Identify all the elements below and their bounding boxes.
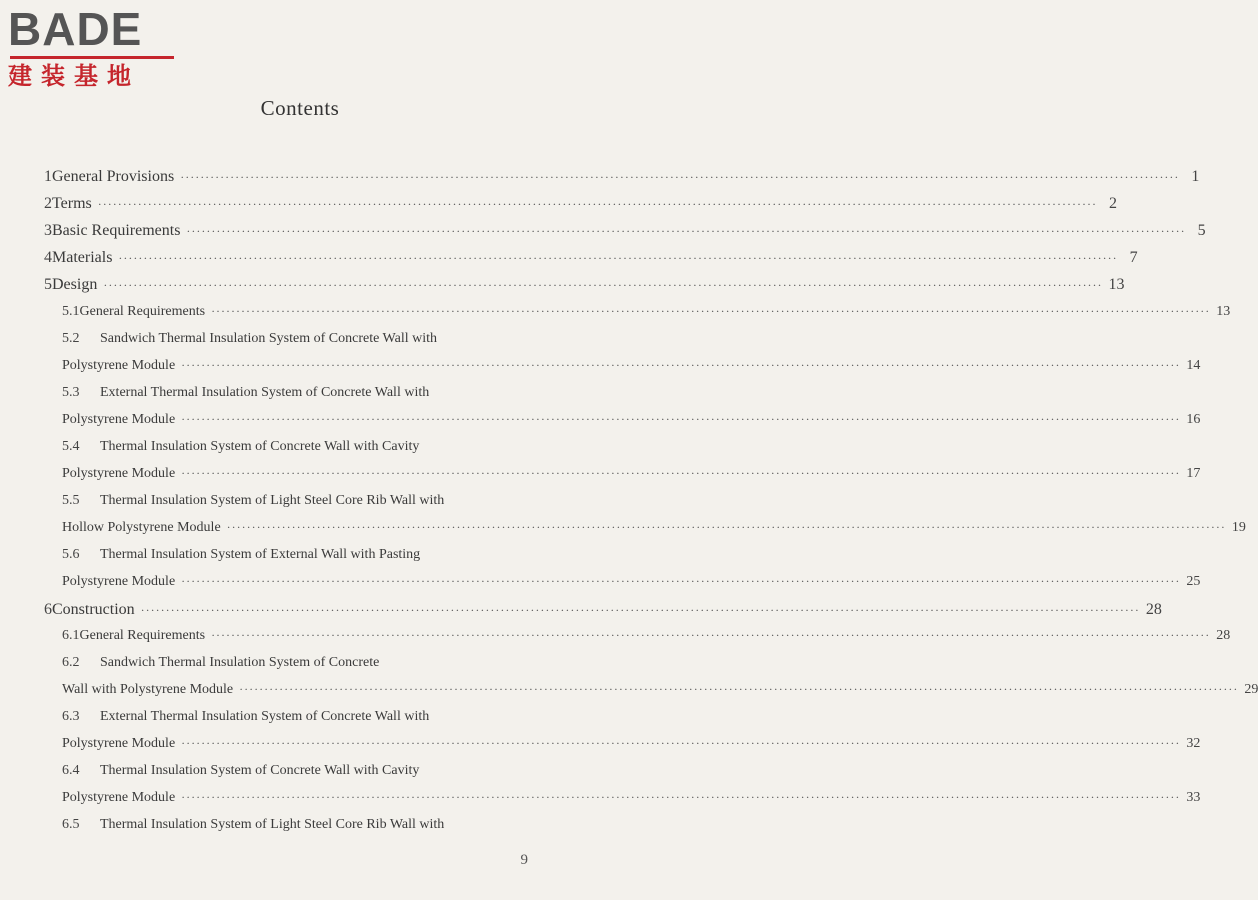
logo-brand: BADE: [8, 3, 143, 55]
toc-entry-number: 6.3: [62, 709, 80, 724]
toc-dot-leader: ········································································································································································································: [181, 574, 1181, 588]
toc-entry[interactable]: [44, 195, 1117, 217]
toc-entry-title: Thermal Insulation System of Concrete Wall with Cavity: [100, 763, 420, 778]
toc-entry[interactable]: [62, 466, 1201, 488]
toc-entry-page: 32: [1186, 736, 1201, 751]
toc-dot-leader: ········································································································································································································: [186, 224, 1186, 238]
page-number: 9: [520, 852, 528, 868]
toc-entry[interactable]: [62, 304, 1231, 326]
toc-entry-title: Polystyrene Module: [62, 790, 176, 805]
toc-dot-leader: ········································································································································································································: [140, 603, 1140, 617]
toc-dot-leader: ········································································································································································································: [181, 412, 1181, 426]
toc-dot-leader: ········································································································································································································: [181, 736, 1181, 750]
toc-entry-page: 33: [1186, 790, 1201, 805]
toc-entry-page: 17: [1186, 466, 1201, 481]
toc-dot-leader: ········································································································································································································: [226, 520, 1226, 534]
toc-entry-page: 13: [1108, 276, 1125, 293]
toc-entry-title: External Thermal Insulation System of Concrete Wall with: [100, 385, 430, 400]
toc-entry-title: Thermal Insulation System of Light Steel Core Rib Wall with: [100, 493, 445, 508]
toc-entry[interactable]: [62, 574, 1201, 596]
toc-entry-title: Polystyrene Module: [62, 736, 176, 751]
toc-entry-title: Design: [52, 276, 98, 293]
toc-entry[interactable]: [62, 331, 546, 353]
toc-entry[interactable]: [62, 439, 546, 461]
toc-entry-number: 5.2: [62, 331, 80, 346]
toc-entry-title: Polystyrene Module: [62, 574, 176, 589]
toc-entry-title: Basic Requirements: [52, 222, 181, 239]
toc-entry-page: 5: [1197, 222, 1206, 239]
page-title: Contents: [260, 96, 340, 120]
toc-entry[interactable]: [44, 276, 1125, 298]
toc-entry-number: 5: [44, 276, 52, 293]
toc-entry[interactable]: [62, 628, 1231, 650]
toc-entry-number: 5.3: [62, 385, 80, 400]
toc-entry[interactable]: [62, 412, 1201, 434]
toc-entry-number: 4: [44, 249, 52, 266]
toc-entry-number: 5.6: [62, 547, 80, 562]
toc-entry[interactable]: [62, 520, 1246, 542]
toc-dot-leader: ········································································································································································································: [181, 466, 1181, 480]
toc-entry[interactable]: [62, 547, 546, 569]
toc-entry[interactable]: [44, 168, 1200, 190]
toc-entry-number: 1: [44, 168, 52, 185]
toc-entry-title: Materials: [52, 249, 113, 266]
toc-dot-leader: ········································································································································································································: [181, 358, 1181, 372]
toc-entry-title: External Thermal Insulation System of Concrete Wall with: [100, 709, 430, 724]
toc-entry-title: Polystyrene Module: [62, 466, 176, 481]
toc-entry[interactable]: [62, 790, 1201, 812]
toc-entry-page: 29: [1244, 682, 1258, 697]
toc-entry-number: 5.4: [62, 439, 80, 454]
toc-entry-page: 1: [1191, 168, 1200, 185]
toc-dot-leader: ········································································································································································································: [97, 197, 1097, 211]
toc-entry-title: Hollow Polystyrene Module: [62, 520, 221, 535]
toc-entry[interactable]: [62, 763, 546, 785]
toc-entry-title: Construction: [52, 601, 135, 618]
toc-entry-title: General Requirements: [79, 304, 206, 319]
toc-entry-page: 16: [1186, 412, 1201, 427]
toc-entry-title: General Requirements: [79, 628, 206, 643]
toc-entry[interactable]: [62, 493, 546, 515]
toc-entry-number: 2: [44, 195, 52, 212]
toc-entry-page: 19: [1231, 520, 1246, 535]
toc-entry-number: 5.5: [62, 493, 80, 508]
logo-divider: [10, 56, 174, 59]
toc-entry-title: Terms: [52, 195, 92, 212]
toc-entry-page: 7: [1129, 249, 1138, 266]
toc-dot-leader: ········································································································································································································: [211, 628, 1211, 642]
toc-entry[interactable]: [62, 817, 546, 839]
toc-entry-title: Wall with Polystyrene Module: [62, 682, 234, 697]
toc-entry-number: 6.5: [62, 817, 80, 832]
logo-chinese-name: 建装基地: [8, 62, 140, 90]
toc-dot-leader: ········································································································································································································: [180, 170, 1180, 184]
toc-entry[interactable]: [44, 249, 1138, 271]
toc-entry-number: 6.4: [62, 763, 80, 778]
toc-dot-leader: ········································································································································································································: [211, 304, 1211, 318]
toc-entry[interactable]: [62, 709, 546, 731]
toc-entry-number: 6.1: [62, 628, 80, 643]
toc-entry-number: 5.1: [62, 304, 80, 319]
toc-entry-page: 25: [1186, 574, 1201, 589]
toc-entry-title: Polystyrene Module: [62, 358, 176, 373]
toc-dot-leader: ········································································································································································································: [118, 251, 1118, 265]
bade-logo: [8, 3, 176, 90]
toc-entry-title: Polystyrene Module: [62, 412, 176, 427]
toc-entry-title: Sandwich Thermal Insulation System of Concrete: [100, 655, 380, 670]
toc-entry[interactable]: [62, 358, 1201, 380]
toc-entry-title: General Provisions: [52, 168, 175, 185]
toc-entry-number: 6.2: [62, 655, 80, 670]
toc-entry-title: Thermal Insulation System of External Wall with Pasting: [100, 547, 421, 562]
toc-entry-title: Thermal Insulation System of Concrete Wall with Cavity: [100, 439, 420, 454]
toc-entry-page: 28: [1216, 628, 1231, 643]
toc-entry[interactable]: [62, 682, 1258, 704]
toc-entry[interactable]: [62, 385, 546, 407]
toc-entry-number: 6: [44, 601, 52, 618]
toc-entry-title: Thermal Insulation System of Light Steel Core Rib Wall with: [100, 817, 445, 832]
toc-entry-page: 14: [1186, 358, 1201, 373]
toc-dot-leader: ········································································································································································································: [181, 790, 1181, 804]
toc-entry[interactable]: [44, 222, 1206, 244]
toc-dot-leader: ········································································································································································································: [103, 278, 1103, 292]
toc-entry-number: 3: [44, 222, 52, 239]
toc-entry[interactable]: [62, 736, 1201, 758]
toc-entry[interactable]: [62, 655, 546, 677]
toc-entry[interactable]: [44, 601, 1162, 623]
toc-entry-page: 28: [1145, 601, 1162, 618]
toc-entry-page: 13: [1216, 304, 1231, 319]
toc-entry-page: 2: [1108, 195, 1117, 212]
toc-entry-title: Sandwich Thermal Insulation System of Concrete Wall with: [100, 331, 438, 346]
toc-dot-leader: ········································································································································································································: [239, 682, 1239, 696]
